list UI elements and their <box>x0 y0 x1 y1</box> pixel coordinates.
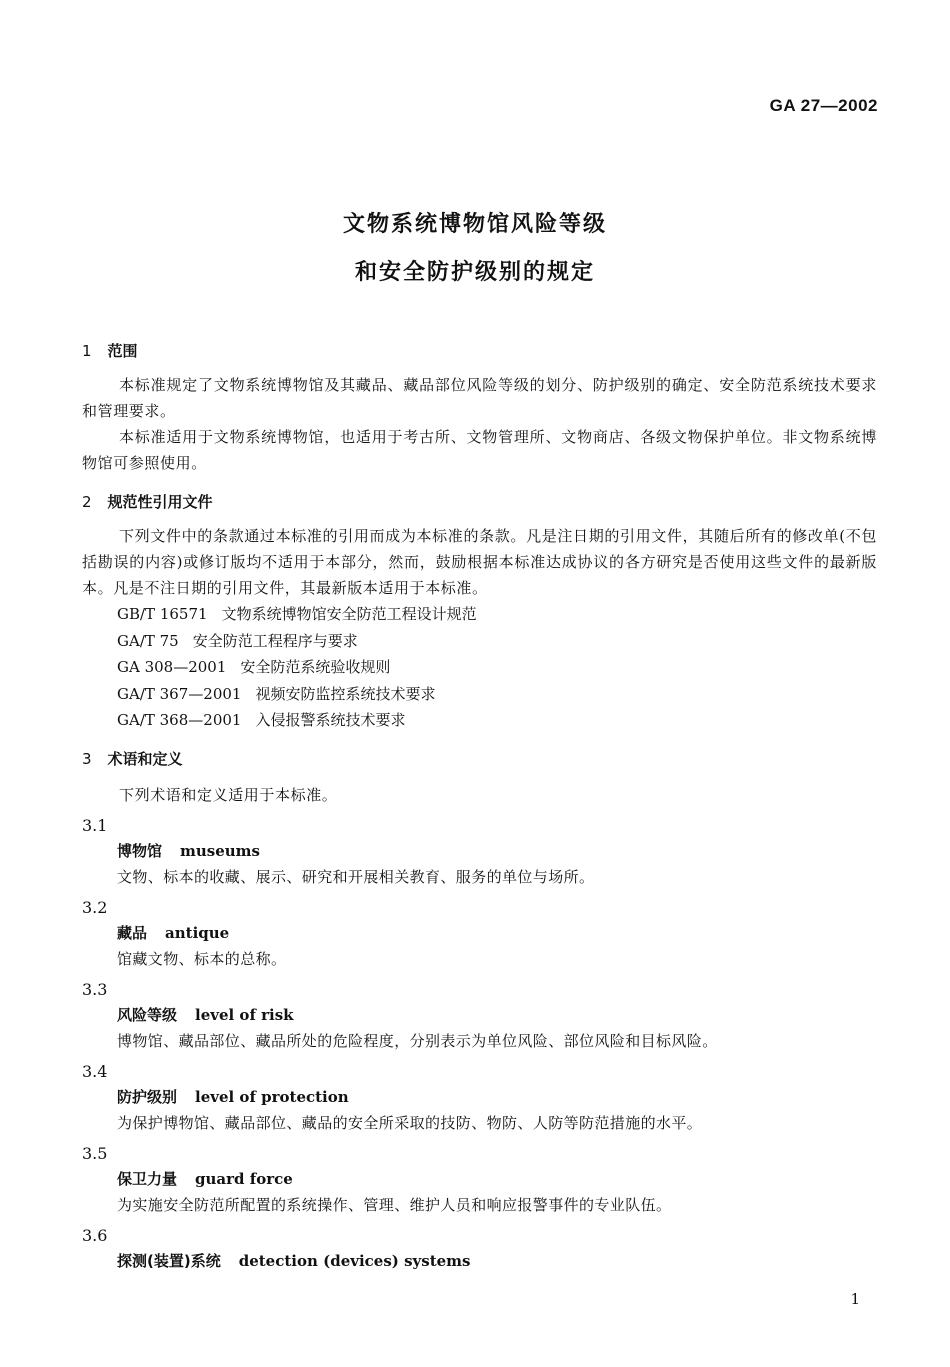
section-1-heading <box>82 340 877 361</box>
term-heading <box>82 1248 877 1274</box>
section-2-paragraph-1: 下列文件中的条款通过本标准的引用而成为本标准的条款。凡是注日期的引用文件，其随后所有的修改单(不包括勘误的内容)或修订版均不适用于本部分，然而，鼓励根据本标准达成协议的各方研究是否使用这些文件的最新版本。凡是不注日期的引用文件，其最新版本适用于本标准。 <box>82 527 877 597</box>
document-title-line-2: 和安全防护级别的规定 <box>354 260 595 285</box>
term-entry <box>82 1060 877 1136</box>
term-heading <box>82 1166 877 1192</box>
section-title: 规范性引用文件 <box>107 493 213 511</box>
term-entry <box>82 978 877 1054</box>
term-english: antique <box>165 923 230 942</box>
term-entry <box>82 814 877 890</box>
section-title: 范围 <box>107 342 138 360</box>
term-heading <box>82 1084 877 1110</box>
term-english: detection (devices) systems <box>238 1251 471 1270</box>
term-english: guard force <box>195 1169 293 1188</box>
reference-item <box>82 628 877 655</box>
reference-title: 安全防范工程程序与要求 <box>192 631 358 650</box>
document-title-line-1: 文物系统博物馆风险等级 <box>342 212 607 237</box>
term-number: 3.6 <box>82 1225 108 1245</box>
term-definition: 博物馆、藏品部位、藏品所处的危险程度，分别表示为单位风险、部位风险和目标风险。 <box>117 1031 718 1050</box>
term-entry <box>82 1224 877 1274</box>
term-number: 3.1 <box>82 815 108 835</box>
section-1-paragraph-1: 本标准规定了文物系统博物馆及其藏品、藏品部位风险等级的划分、防护级别的确定、安全防范系统技术要求和管理要求。 <box>82 376 877 420</box>
term-english: level of protection <box>195 1087 349 1106</box>
document-body <box>82 340 877 1274</box>
section-number: 1 <box>82 342 92 360</box>
reference-item <box>82 601 877 628</box>
reference-title: 视频安防监控系统技术要求 <box>255 684 436 703</box>
section-number: 2 <box>82 493 92 511</box>
term-number: 3.5 <box>82 1143 108 1163</box>
section-3-paragraph-1: 下列术语和定义适用于本标准。 <box>119 785 338 804</box>
term-definition: 文物、标本的收藏、展示、研究和开展相关教育、服务的单位与场所。 <box>117 867 595 886</box>
terms-list <box>82 814 877 1274</box>
standard-code: GA 27—2002 <box>769 96 878 115</box>
term-entry <box>82 896 877 972</box>
term-number: 3.4 <box>82 1061 108 1081</box>
reference-code: GA/T 367—2001 <box>117 684 242 703</box>
reference-item <box>82 654 877 681</box>
reference-title: 安全防范系统验收规则 <box>240 658 391 676</box>
section-number: 3 <box>82 749 92 768</box>
section-1-paragraph-2: 本标准适用于文物系统博物馆，也适用于考古所、文物管理所、文物商店、各级文物保护单位。非文物系统博物馆可参照使用。 <box>82 428 877 472</box>
reference-item <box>82 707 877 734</box>
term-heading <box>82 838 877 864</box>
reference-code: GA 308—2001 <box>117 658 227 676</box>
reference-title: 入侵报警系统技术要求 <box>255 711 406 729</box>
reference-title: 文物系统博物馆安全防范工程设计规范 <box>221 605 477 623</box>
term-english: museums <box>180 841 261 860</box>
term-chinese: 防护级别 <box>117 1087 178 1106</box>
reference-item <box>82 681 877 708</box>
term-chinese: 保卫力量 <box>117 1169 178 1188</box>
term-chinese: 博物馆 <box>117 841 163 860</box>
reference-code: GB/T 16571 <box>117 605 208 623</box>
reference-code: GA/T 75 <box>117 631 179 650</box>
normative-references-list <box>82 601 877 734</box>
reference-code: GA/T 368—2001 <box>117 711 242 729</box>
term-heading <box>82 920 877 946</box>
term-chinese: 探测(装置)系统 <box>117 1251 221 1270</box>
term-definition: 馆藏文物、标本的总称。 <box>117 949 287 968</box>
term-number: 3.3 <box>82 979 108 999</box>
section-title: 术语和定义 <box>107 749 183 768</box>
section-2-heading <box>82 491 877 512</box>
term-definition: 为保护博物馆、藏品部位、藏品的安全所采取的技防、物防、人防等防范措施的水平。 <box>117 1113 703 1132</box>
section-3-heading <box>82 748 877 769</box>
term-number: 3.2 <box>82 897 108 917</box>
term-heading <box>82 1002 877 1028</box>
term-chinese: 风险等级 <box>117 1005 178 1024</box>
term-english: level of risk <box>195 1005 294 1024</box>
page-number: 1 <box>850 1290 860 1308</box>
term-entry <box>82 1142 877 1218</box>
term-definition: 为实施安全防范所配置的系统操作、管理、维护人员和响应报警事件的专业队伍。 <box>117 1195 672 1214</box>
term-chinese: 藏品 <box>117 923 148 942</box>
